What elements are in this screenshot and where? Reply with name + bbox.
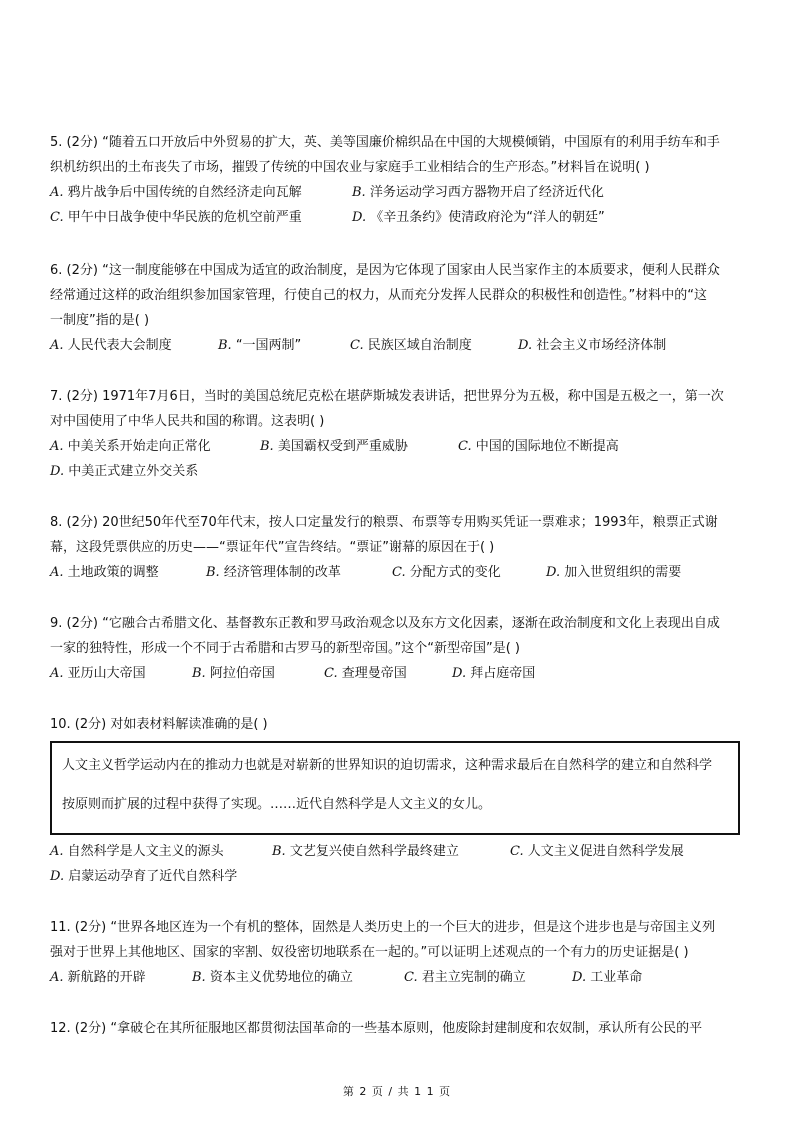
option-a[interactable]: A. 鸦片战争后中国传统的自然经济走向瓦解 <box>50 185 302 200</box>
option-b[interactable]: B. 文艺复兴使自然科学最终建立 <box>272 844 459 859</box>
option-b[interactable]: B. “一国两制” <box>218 338 302 353</box>
option-d[interactable]: D. 加入世贸组织的需要 <box>546 565 682 580</box>
option-a[interactable]: A. 人民代表大会制度 <box>50 338 172 353</box>
question-stem-line: 织机纺织出的土布丧失了市场，摧毁了传统的中国农业与家庭手工业相结合的生产形态。”材料旨在说明( ) <box>50 160 650 175</box>
question-8 <box>50 510 744 585</box>
option-row <box>50 459 744 484</box>
option-row <box>50 180 744 205</box>
question-stem-line: 11. (2分) “世界各地区连为一个有机的整体，固然是人类历史上的一个巨大的进步，但是这个进步也是与帝国主义列 <box>50 920 716 935</box>
option-row <box>50 434 744 459</box>
question-stem-line: 9. (2分) “它融合古希腊文化、基督教东正教和罗马政治观念以及东方文化因素，逐渐在政治制度和文化上表现出自成 <box>50 616 720 631</box>
option-b[interactable]: B. 经济管理体制的改革 <box>206 565 341 580</box>
option-c[interactable]: C. 中国的国际地位不断提高 <box>458 439 619 454</box>
option-row <box>50 864 744 889</box>
option-d[interactable]: D. 启蒙运动孕育了近代自然科学 <box>50 869 238 884</box>
option-c[interactable]: C. 分配方式的变化 <box>392 565 501 580</box>
option-b[interactable]: B. 美国霸权受到严重威胁 <box>260 439 408 454</box>
option-a[interactable]: A. 中美关系开始走向正常化 <box>50 439 211 454</box>
option-d[interactable]: D. 《辛丑条约》使清政府沦为“洋人的朝廷” <box>352 210 605 225</box>
option-row <box>50 965 744 990</box>
option-b[interactable]: B. 资本主义优势地位的确立 <box>192 970 353 985</box>
question-stem-line: 10. (2分) 对如表材料解读准确的是( ) <box>50 717 268 732</box>
question-stem-line: 对中国使用了中华人民共和国的称谓。这表明( ) <box>50 414 325 429</box>
option-c[interactable]: C. 查理曼帝国 <box>324 666 407 681</box>
question-stem-line: 强对于世界上其他地区、国家的宰割、奴役密切地联系在一起的。”可以证明上述观点的一个有力的历史证据是( ) <box>50 945 689 960</box>
question-stem-line: 一制度”指的是( ) <box>50 313 150 328</box>
material-line: 按原则而扩展的过程中获得了实现。……近代自然科学是人文主义的女儿。 <box>62 797 492 812</box>
option-c[interactable]: C. 人文主义促进自然科学发展 <box>510 844 684 859</box>
page-footer: 第 2 页 / 共 1 1 页 <box>342 1085 452 1098</box>
option-row <box>50 839 744 864</box>
option-b[interactable]: B. 阿拉伯帝国 <box>192 666 275 681</box>
question-7 <box>50 384 744 484</box>
question-12 <box>50 1016 744 1041</box>
option-c[interactable]: C. 君主立宪制的确立 <box>404 970 526 985</box>
question-stem-line: 经常通过这样的政治组织参加国家管理，行使自己的权力，从而充分发挥人民群众的积极性和创造性。”材料中的“这 <box>50 288 707 303</box>
question-11 <box>50 915 744 990</box>
question-10 <box>50 712 744 737</box>
question-stem-line: 6. (2分) “这一制度能够在中国成为适宜的政治制度，是因为它体现了国家由人民当家作主的本质要求，便利人民群众 <box>50 263 720 278</box>
question-stem-line: 8. (2分) 20世纪50年代至70年代末，按人口定量发行的粮票、布票等专用购买凭证一票难求；1993年，粮票正式谢 <box>50 515 718 530</box>
option-row <box>50 560 744 585</box>
question-9 <box>50 611 744 686</box>
option-a[interactable]: A. 土地政策的调整 <box>50 565 159 580</box>
option-d[interactable]: D. 中美正式建立外交关系 <box>50 464 199 479</box>
option-d[interactable]: D. 工业革命 <box>572 970 643 985</box>
option-b[interactable]: B. 洋务运动学习西方器物开启了经济近代化 <box>352 185 604 200</box>
option-d[interactable]: D. 社会主义市场经济体制 <box>518 338 667 353</box>
option-a[interactable]: A. 亚历山大帝国 <box>50 666 146 681</box>
option-row <box>50 333 744 358</box>
question-5 <box>50 130 744 230</box>
material-line: 人文主义哲学运动内在的推动力也就是对崭新的世界知识的迫切需求，这种需求最后在自然科学的建立和自然科学 <box>62 758 713 773</box>
option-c[interactable]: C. 民族区域自治制度 <box>350 338 472 353</box>
question-stem-line: 12. (2分) “拿破仑在其所征服地区都贯彻法国革命的一些基本原则，他废除封建制度和农奴制，承认所有公民的平 <box>50 1021 703 1036</box>
option-a[interactable]: A. 新航路的开辟 <box>50 970 146 985</box>
option-row <box>50 205 744 230</box>
option-a[interactable]: A. 自然科学是人文主义的源头 <box>50 844 224 859</box>
question-stem-line: 幕，这段凭票供应的历史——“票证年代”宣告终结。“票证”谢幕的原因在于( ) <box>50 540 495 555</box>
question-stem-line: 一家的独特性，形成一个不同于古希腊和古罗马的新型帝国。”这个“新型帝国”是( ) <box>50 641 520 656</box>
question-10-options <box>50 839 744 889</box>
option-d[interactable]: D. 拜占庭帝国 <box>452 666 536 681</box>
question-6 <box>50 258 744 358</box>
option-c[interactable]: C. 甲午中日战争使中华民族的危机空前严重 <box>50 210 302 225</box>
question-stem-line: 5. (2分) “随着五口开放后中外贸易的扩大，英、美等国廉价棉织品在中国的大规模倾销，中国原有的利用手纺车和手 <box>50 135 720 150</box>
material-box <box>50 741 740 835</box>
question-stem-line: 7. (2分) 1971年7月6日，当时的美国总统尼克松在堪萨斯城发表讲话，把世界分为五极，称中国是五极之一，第一次 <box>50 389 724 404</box>
option-row <box>50 661 744 686</box>
